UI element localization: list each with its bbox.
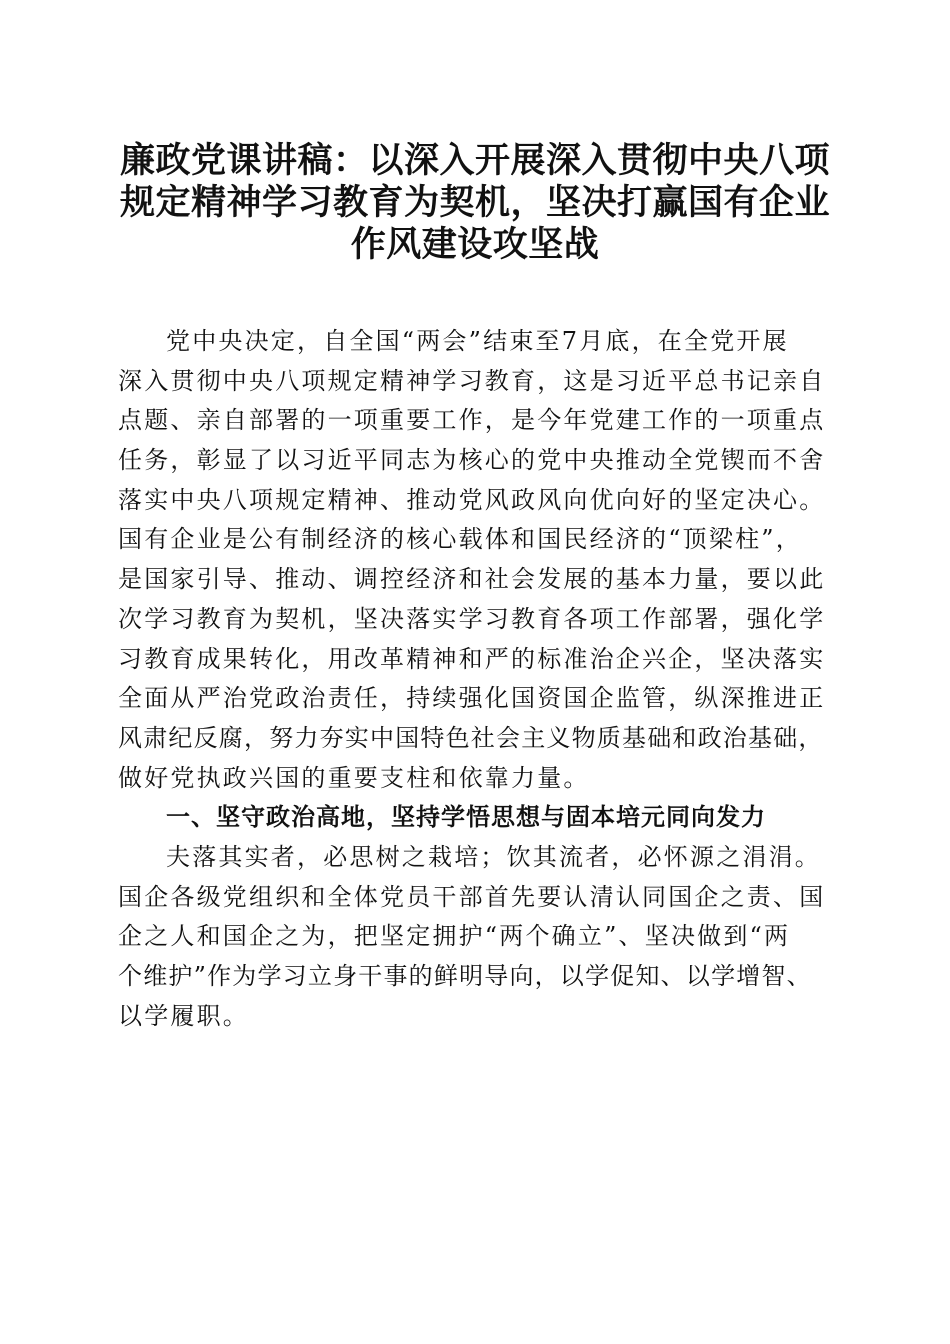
text-line: 国企各级党组织和全体党员干部首先要认清认同国企之责、国: [118, 882, 826, 911]
text-line: 次学习教育为契机，坚决落实学习教育各项工作部署，强化学: [118, 604, 826, 633]
text-line: 风肃纪反腐，努力夯实中国特色社会主义物质基础和政治基础，: [118, 723, 824, 752]
text-line: 深入贯彻中央八项规定精神学习教育，这是习近平总书记亲自: [118, 366, 826, 395]
text-line: 任务，彰显了以习近平同志为核心的党中央推动全党锲而不舍: [118, 446, 826, 475]
paragraph-intro: [118, 322, 838, 798]
text-line: 企之人和国企之为，把坚定拥护“两个确立”、坚决做到“两: [118, 922, 791, 951]
text-line: 以学履职。: [118, 1001, 249, 1030]
title-line: 规定精神学习教育为契机，坚决打赢国有企业: [119, 183, 830, 223]
document-title: [100, 140, 850, 266]
text-line: 党中央决定，自全国“两会”结束至7月底，在全党开展: [166, 327, 789, 355]
text-line: 做好党执政兴国的重要支柱和依靠力量。: [118, 763, 590, 792]
text-line: 夫落其实者，必思树之栽培；饮其流者，必怀源之涓涓。: [166, 842, 821, 871]
text-line: 国有企业是公有制经济的核心载体和国民经济的“顶梁柱”，: [118, 525, 802, 554]
section-heading: 一、坚守政治高地，坚持学悟思想与固本培元同向发力: [166, 803, 766, 832]
text-line: 习教育成果转化，用改革精神和严的标准治企兴企，坚决落实: [118, 644, 826, 673]
document-body: [118, 322, 838, 1036]
text-line: 全面从严治党政治责任，持续强化国资国企监管，纵深推进正: [118, 684, 826, 713]
paragraph-section-one: [118, 838, 838, 1036]
text-line: 点题、亲自部署的一项重要工作，是今年党建工作的一项重点: [118, 406, 826, 435]
title-line: 廉政党课讲稿：以深入开展深入贯彻中央八项: [119, 141, 830, 181]
text-line: 落实中央八项规定精神、推动党风政风向优向好的坚定决心。: [118, 485, 826, 514]
text-line: 是国家引导、推动、调控经济和社会发展的基本力量，要以此: [118, 565, 826, 594]
text-line: 个维护”作为学习立身干事的鲜明导向，以学促知、以学增智、: [118, 962, 812, 990]
title-line: 作风建设攻坚战: [350, 225, 600, 265]
